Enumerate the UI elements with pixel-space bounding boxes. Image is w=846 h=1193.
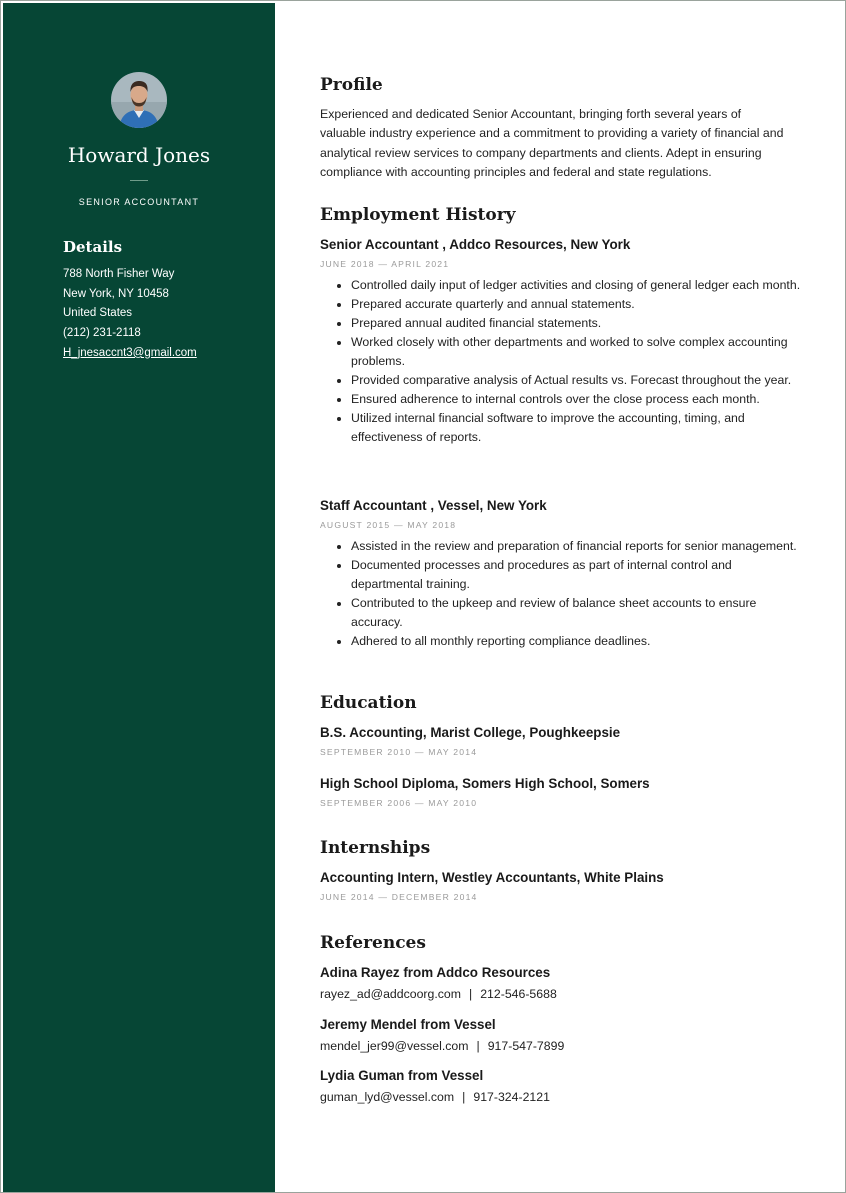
list-item: • Prepared accurate quarterly and annual statements. [351,295,801,314]
reference-2-email[interactable]: mendel_jer99@vessel.com [320,1039,469,1053]
education-2-title: High School Diploma, Somers High School, Somers [320,776,650,791]
job-1-title: Senior Accountant , Addco Resources, New York [320,237,631,252]
name-divider [130,180,148,181]
reference-3-name: Lydia Guman from Vessel [320,1068,484,1083]
list-item: • Prepared annual audited financial statements. [351,314,801,333]
job-title: SENIOR ACCOUNTANT [78,197,200,207]
country: United States [63,307,133,320]
avatar [111,72,167,128]
separator: | [462,1090,466,1104]
education-heading: Education [320,693,417,713]
details-heading: Details [63,238,123,256]
reference-1-name: Adina Rayez from Addco Resources [320,965,551,980]
list-item: • Contributed to the upkeep and review of balance sheet accounts to ensure accuracy. [351,594,801,632]
profile-text: Experienced and dedicated Senior Accountant, bringing forth several years of valuable industry experience and a commitment to providing a variety of financial and analytical review services to company departments and clients. Adept in ensuring compliance with accounting principles and federal and state regulations. [320,107,784,179]
profile-photo [111,72,167,128]
job-2-title: Staff Accountant , Vessel, New York [320,498,547,513]
education-1-dates: SEPTEMBER 2010 — MAY 2014 [320,747,478,757]
list-item: • Adhered to all monthly reporting compliance deadlines. [351,632,801,651]
reference-2-name: Jeremy Mendel from Vessel [320,1017,496,1032]
list-item: • Worked closely with other departments and worked to solve complex accounting problems. [351,333,801,371]
list-item: • Utilized internal financial software to improve the accounting, timing, and effectiveness of reports. [351,409,801,447]
education-1-title: B.S. Accounting, Marist College, Poughkeepsie [320,725,621,740]
internship-1-dates: JUNE 2014 — DECEMBER 2014 [320,892,478,902]
reference-3-phone: 917-324-2121 [473,1090,550,1104]
details-list [63,265,197,364]
references-heading: References [320,933,426,953]
sidebar [3,3,275,1192]
address-line-1: 788 North Fisher Way [63,268,175,280]
internships-heading: Internships [320,838,431,858]
email-link[interactable]: H_jnesaccnt3@gmail.com [63,346,197,359]
internship-1-title: Accounting Intern, Westley Accountants, White Plains [320,870,664,885]
reference-1-contact [320,987,557,1001]
separator: | [476,1039,480,1053]
education-2-dates: SEPTEMBER 2006 — MAY 2010 [320,798,478,808]
employment-heading: Employment History [320,205,516,225]
reference-2-phone: 917-547-7899 [487,1039,565,1053]
reference-3-email[interactable]: guman_lyd@vessel.com [320,1090,455,1104]
reference-2-contact [320,1039,564,1053]
reference-1-phone: 212-546-5688 [480,987,557,1001]
job-2-dates: AUGUST 2015 — MAY 2018 [320,520,457,530]
job-1-dates: JUNE 2018 — APRIL 2021 [320,259,450,269]
list-item: • Controlled daily input of ledger activities and closing of general ledger each month. [351,276,801,295]
profile-heading: Profile [320,75,383,95]
list-item: • Provided comparative analysis of Actual results vs. Forecast throughout the year. [351,371,801,390]
job-2-bullets [333,537,801,651]
list-item: • Documented processes and procedures as part of internal control and departmental training. [351,556,801,594]
phone: (212) 231-2118 [63,327,141,340]
list-item: • Assisted in the review and preparation of financial reports for senior management. [351,537,801,556]
reference-3-contact [320,1090,550,1104]
candidate-name: Howard Jones [67,143,211,167]
separator: | [469,987,473,1001]
reference-1-email[interactable]: rayez_ad@addcoorg.com [320,987,461,1001]
job-1-bullets [333,276,801,447]
address-line-2: New York, NY 10458 [63,287,169,300]
list-item: • Ensured adherence to internal controls over the close process each month. [351,390,801,409]
